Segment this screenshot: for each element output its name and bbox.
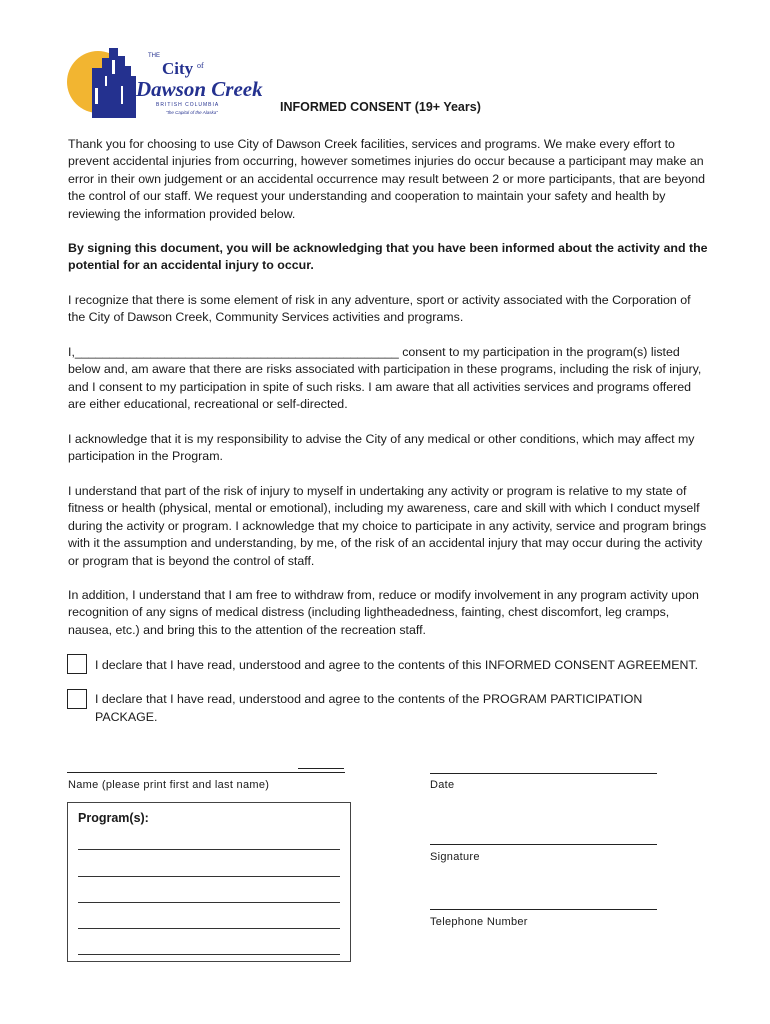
telephone-field-label: Telephone Number bbox=[430, 916, 528, 928]
logo-name-text: Dawson Creek bbox=[136, 77, 263, 101]
acknowledgement-notice: By signing this document, you will be acknowledging that you have been informed about the activity and the potential for an accidental injury to occur. bbox=[68, 241, 708, 273]
program-line[interactable] bbox=[78, 876, 340, 877]
city-logo bbox=[66, 46, 263, 118]
name-field-line[interactable] bbox=[67, 772, 345, 773]
medical-conditions-paragraph: I acknowledge that it is my responsibility to advise the City of any medical or other conditions, which may affect my participation in the Program. bbox=[68, 432, 695, 464]
withdrawal-paragraph: In addition, I understand that I am free to withdraw from, reduce or modify involvement in any program activity upon recognition of any signs of medical distress (including lightheadedness, fainting, chest discomfort, leg cramps, nausea, etc.) and bring this to the attention of the recreation staff. bbox=[68, 588, 699, 637]
informed-consent-declaration: I declare that I have read, understood and agree to the contents of this INFORMED CONSENT AGREEMENT. bbox=[95, 658, 699, 672]
program-line[interactable] bbox=[78, 954, 340, 955]
intro-paragraph: Thank you for choosing to use City of Dawson Creek facilities, services and programs. We make every effort to prevent accidental injuries from occurring, however sometimes injuries do occur because a participant may make an error in their own judgement or an accidental occurrence may result between 2 or more participants, that are beyond the control of our staff. We request your understanding and cooperation to maintain your safety and health by reviewing the information provided below. bbox=[68, 137, 706, 221]
date-field-label: Date bbox=[430, 779, 455, 791]
telephone-field-line[interactable] bbox=[430, 909, 657, 910]
fitness-risk-paragraph: I understand that part of the risk of injury to myself in undertaking any activity or program is relative to my state of fitness or health (physical, mental or emotional), including my awareness, care and skill with which I conduct myself during the activity or program. I acknowledge that my choice to participate in any activity, service and program brings with it the assumption and understanding, by me, of the risk of an accidental injury that may occur during the activity or program that is beyond the control of staff. bbox=[68, 484, 707, 568]
programs-box bbox=[67, 802, 351, 962]
logo-province-text: BRITISH COLUMBIA bbox=[156, 102, 220, 108]
city-logo-graphic bbox=[66, 46, 263, 118]
consent-paragraph: I,_______________________________________________ consent to my participation in the program(s) listed below and, am aware that there are risks associated with participation in these programs, including the risk of injury, and I consent to my participation in spite of such risks. I am aware that all activities services and programs offered are either educational, recreational or self-directed. bbox=[68, 345, 702, 412]
document-title: INFORMED CONSENT (19+ Years) bbox=[280, 100, 481, 114]
name-field-label: Name (please print first and last name) bbox=[68, 779, 270, 791]
program-line[interactable] bbox=[78, 849, 340, 850]
signature-field-label: Signature bbox=[430, 851, 480, 863]
logo-of-text: of bbox=[197, 61, 204, 70]
signature-field-line[interactable] bbox=[430, 844, 657, 845]
logo-tagline-text: "the Capital of the Alaska" bbox=[166, 110, 218, 115]
name-field-line-extension bbox=[298, 768, 344, 769]
programs-title: Program(s): bbox=[78, 811, 149, 825]
program-package-checkbox[interactable] bbox=[67, 689, 87, 709]
program-line[interactable] bbox=[78, 902, 340, 903]
logo-city-text: City bbox=[162, 59, 194, 78]
program-line[interactable] bbox=[78, 928, 340, 929]
logo-the-text: THE bbox=[148, 53, 160, 59]
program-package-declaration: I declare that I have read, understood and agree to the contents of the PROGRAM PARTICIPATION PACKAGE. bbox=[95, 692, 643, 724]
risk-recognition-paragraph: I recognize that there is some element of risk in any adventure, sport or activity associated with the Corporation of the City of Dawson Creek, Community Services activities and programs. bbox=[68, 293, 691, 325]
informed-consent-checkbox[interactable] bbox=[67, 654, 87, 674]
date-field-line[interactable] bbox=[430, 773, 657, 774]
